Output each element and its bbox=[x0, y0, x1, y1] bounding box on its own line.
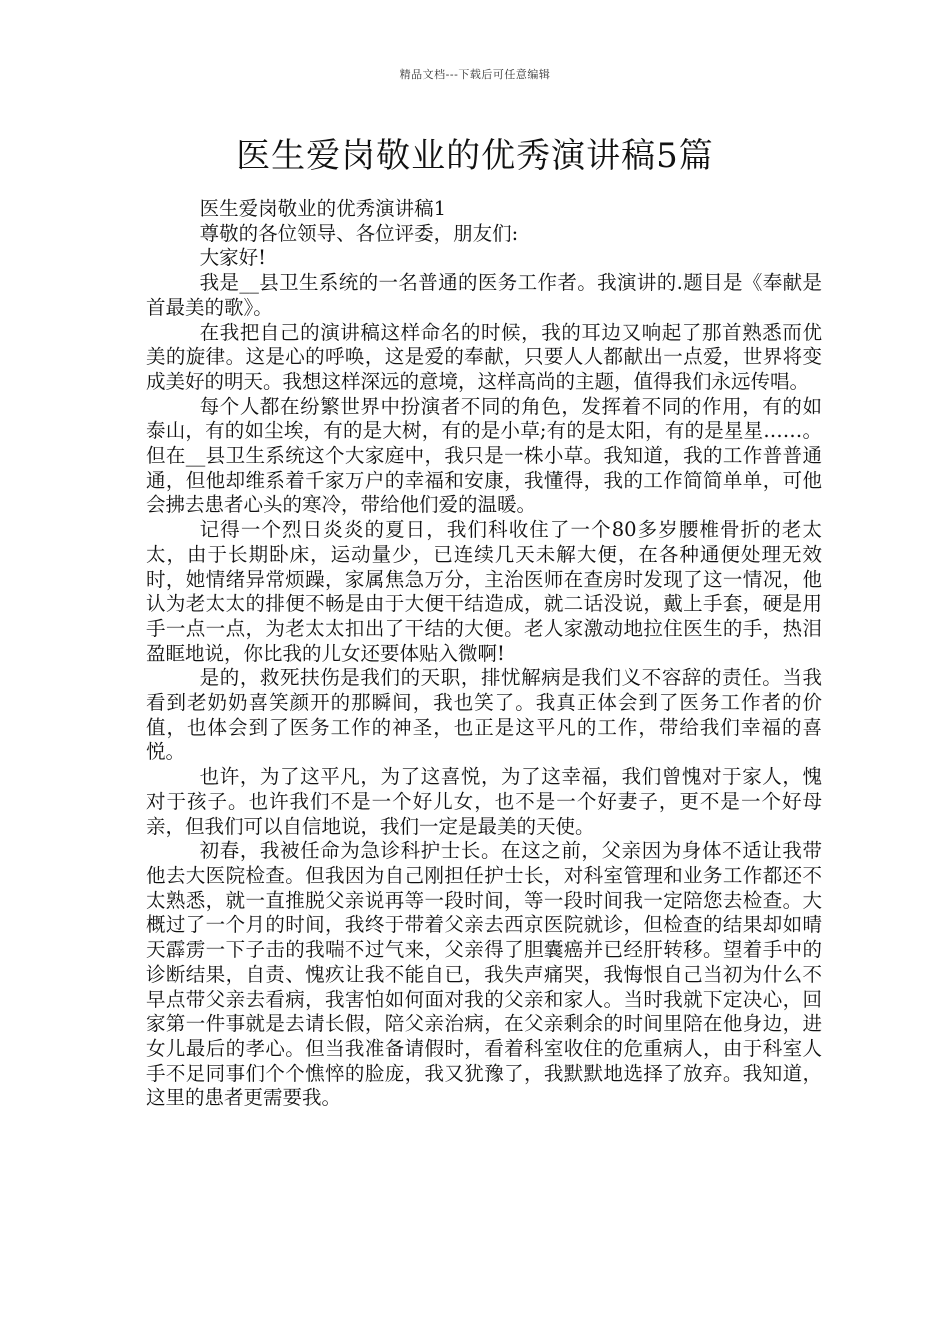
body-paragraph: 也许，为了这平凡，为了这喜悦，为了这幸福，我们曾愧对于家人，愧对于孩子。也许我们不是一个好儿女，也不是一个好妻子，更不是一个好母亲，但我们可以自信地说，我们一定是最美的天使。 bbox=[146, 765, 822, 838]
document-body bbox=[146, 197, 822, 1111]
body-paragraph: 初春，我被任命为急诊科护士长。在这之前，父亲因为身体不适让我带他去大医院检查。但我因为自己刚担任护士长，对科室管理和业务工作都还不太熟悉，就一直推脱父亲说再等一段时间，等一段时间我一定陪您去检查。大概过了一个月的时间，我终于带着父亲去西京医院就诊，但检查的结果却如晴天霹雳一下子击的我喘不过气来，父亲得了胆囊癌并已经肝转移。望着手中的诊断结果，自责、愧疚让我不能自已，我失声痛哭，我悔恨自己当初为什么不早点带父亲去看病，我害怕如何面对我的父亲和家人。当时我就下定决心，回家第一件事就是去请长假，陪父亲治病，在父亲剩余的时间里陪在他身边，进女儿最后的孝心。但当我准备请假时，看着科室收住的危重病人，由于科室人手不足同事们个个憔悴的脸庞，我又犹豫了，我默默地选择了放弃。我知道，这里的患者更需要我。 bbox=[146, 839, 822, 1110]
salutation-paragraph: 尊敬的各位领导、各位评委，朋友们: bbox=[199, 221, 519, 245]
document-title: 医生爱岗敬业的优秀演讲稿5篇 bbox=[236, 136, 714, 176]
header-note: 精品文档---下载后可任意编辑 bbox=[399, 68, 551, 81]
body-paragraph: 在我把自己的演讲稿这样命名的时候，我的耳边又响起了那首熟悉而优美的旋律。这是心的呼唤，这是爱的奉献，只要人人都献出一点爱，世界将变成美好的明天。我想这样深远的意境，这样高尚的主题，值得我们永远传唱。 bbox=[146, 320, 822, 393]
body-paragraph: 是的，救死扶伤是我们的天职，排忧解病是我们义不容辞的责任。当我看到老奶奶喜笑颜开的那瞬间，我也笑了。我真正体会到了医务工作者的价值，也体会到了医务工作的神圣，也正是这平凡的工作，带给我们幸福的喜悦。 bbox=[146, 666, 822, 764]
body-paragraph: 记得一个烈日炎炎的夏日，我们科收住了一个80多岁腰椎骨折的老太太，由于长期卧床，运动量少，已连续几天未解大便，在各种通便处理无效时，她情绪异常烦躁，家属焦急万分，主治医师在查房时发现了这一情况，他认为老太太的排便不畅是由于大便干结造成，就二话没说，戴上手套，硬是用手一点一点，为老太太扣出了干结的大便。老人家激动地拉住医生的手，热泪盈眶地说，你比我的儿女还要体贴入微啊! bbox=[146, 518, 822, 665]
subtitle-paragraph: 医生爱岗敬业的优秀演讲稿1 bbox=[199, 197, 447, 220]
body-paragraph: 每个人都在纷繁世界中扮演者不同的角色，发挥着不同的作用，有的如泰山，有的如尘埃，有的是大树，有的是小草;有的是太阳，有的是星星……。但在__县卫生系统这个大家庭中，我只是一株小草。我知道，我的工作普普通通，但他却维系着千家万户的幸福和安康，我懂得，我的工作简简单单，可他会拂去患者心头的寒冷，带给他们爱的温暖。 bbox=[146, 394, 822, 517]
body-paragraph: 我是__县卫生系统的一名普通的医务工作者。我演讲的.题目是《奉献是首最美的歌》。 bbox=[146, 271, 822, 319]
greeting-paragraph: 大家好! bbox=[199, 246, 266, 270]
